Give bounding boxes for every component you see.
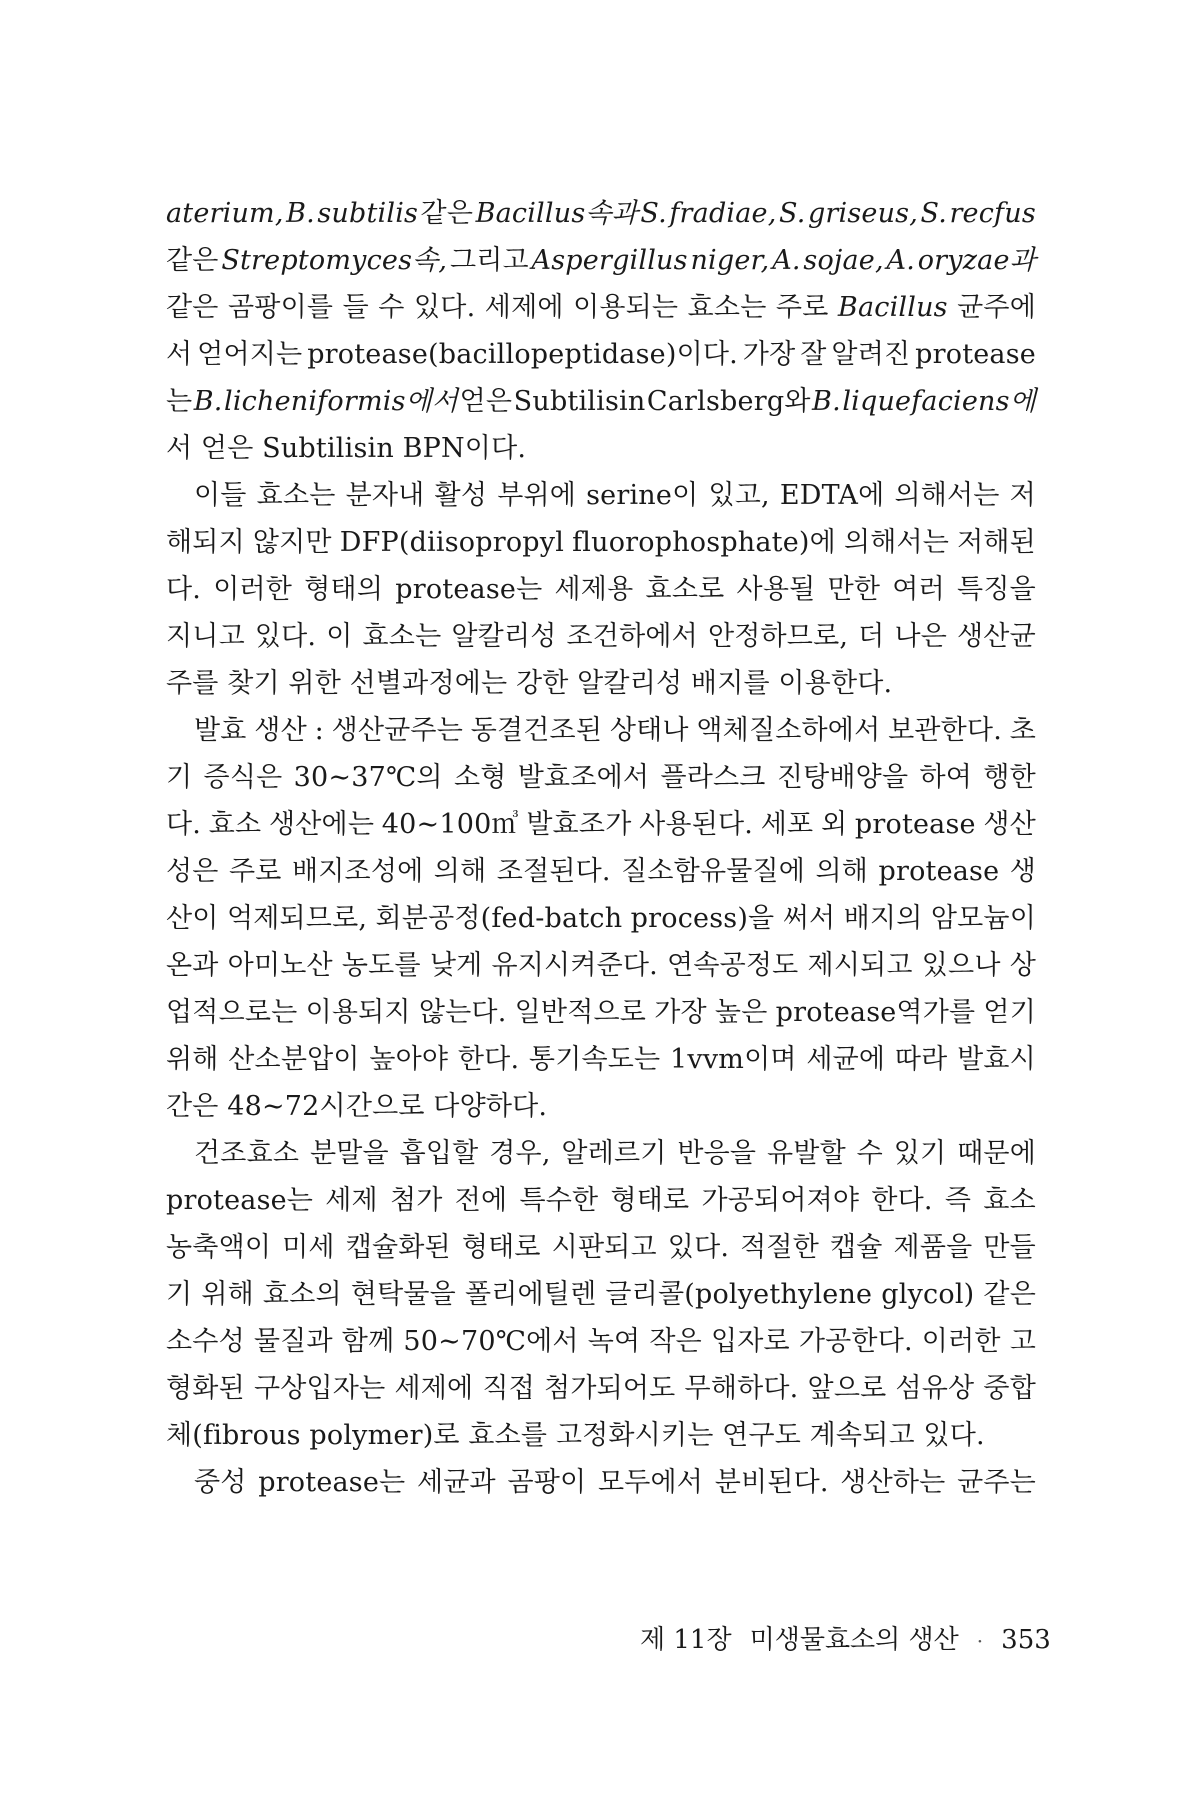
text-line: 소수성 물질과 함께 50∼70℃에서 녹여 작은 입자로 가공한다. 이러한 고 [166,1326,1036,1357]
text-line: 산이 억제되므로, 회분공정(fed-batch process)을 써서 배지의 암모늄이 [166,903,1036,934]
text-line: 간은 48∼72시간으로 다양하다. [166,1091,548,1122]
text-line: 주를 찾기 위한 선별과정에는 강한 알칼리성 배지를 이용한다. [166,668,893,699]
text-line: 성은 주로 배지조성에 의해 조절된다. 질소함유물질에 의해 protease 생 [166,856,1036,887]
running-footer [640,1620,1051,1661]
text-line: 발효 생산 : 생산균주는 동결건조된 상태나 액체질소하에서 보관한다. 초 [194,715,1036,746]
text-line: 해되지 않지만 DFP(diisopropyl fluorophosphate)에 의해서는 저해된 [166,527,1036,558]
text-line: 같은 Streptomyces속, 그리고 Aspergillus niger, A. sojae, A. oryzae과 [166,245,1036,276]
text-line: 서 얻어지는 protease(bacillopeptidase)이다. 가장 잘 알려진 protease [166,339,1036,370]
text-line: 다. 효소 생산에는 40∼100㎥ 발효조가 사용된다. 세포 외 protease 생산 [166,809,1036,840]
text-line: 중성 protease는 세균과 곰팡이 모두에서 분비된다. 생산하는 균주는 [194,1467,1036,1498]
text-line: 기 증식은 30∼37℃의 소형 발효조에서 플라스크 진탕배양을 하여 행한 [166,762,1036,793]
text-line: 는 B. licheniformis에서 얻은 Subtilisin Carlsberg와 B. liquefaciens에 [166,386,1036,417]
text-line: 건조효소 분말을 흡입할 경우, 알레르기 반응을 유발할 수 있기 때문에 [194,1138,1036,1169]
text-line: 온과 아미노산 농도를 낮게 유지시켜준다. 연속공정도 제시되고 있으나 상 [166,950,1036,981]
text-line: 형화된 구상입자는 세제에 직접 첨가되어도 무해하다. 앞으로 섬유상 중합 [166,1373,1036,1404]
page-number: 353 [1001,1625,1051,1655]
text-line: 농축액이 미세 캡슐화된 형태로 시판되고 있다. 적절한 캡슐 제품을 만들 [166,1232,1036,1263]
footer-separator: · [976,1629,984,1653]
text-line: 같은 곰팡이를 들 수 있다. 세제에 이용되는 효소는 주로 Bacillus 균주에 [166,292,1036,323]
text-line: 업적으로는 이용되지 않는다. 일반적으로 가장 높은 protease역가를 얻기 [166,997,1036,1028]
text-line: 다. 이러한 형태의 protease는 세제용 효소로 사용될 만한 여러 특징을 [166,574,1036,605]
text-line: aterium, B. subtilis 같은 Bacillus속과 S. fradiae, S. griseus, S. recfus [166,198,1036,229]
footer-chapter: 제 11장 [640,1625,732,1655]
text-line: 기 위해 효소의 현탁물을 폴리에틸렌 글리콜(polyethylene glycol) 같은 [166,1279,1036,1310]
text-line: 지니고 있다. 이 효소는 알칼리성 조건하에서 안정하므로, 더 나은 생산균 [166,621,1036,652]
footer-title: 미생물효소의 생산 [749,1625,959,1655]
text-line: protease는 세제 첨가 전에 특수한 형태로 가공되어져야 한다. 즉 효소 [166,1185,1036,1216]
text-line: 체(fibrous polymer)로 효소를 고정화시키는 연구도 계속되고 있다. [166,1420,985,1451]
text-line: 위해 산소분압이 높아야 한다. 통기속도는 1vvm이며 세균에 따라 발효시 [166,1044,1036,1075]
text-line: 이들 효소는 분자내 활성 부위에 serine이 있고, EDTA에 의해서는 저 [194,480,1036,511]
text-line: 서 얻은 Subtilisin BPN이다. [166,433,527,464]
body-text [166,190,1036,1506]
